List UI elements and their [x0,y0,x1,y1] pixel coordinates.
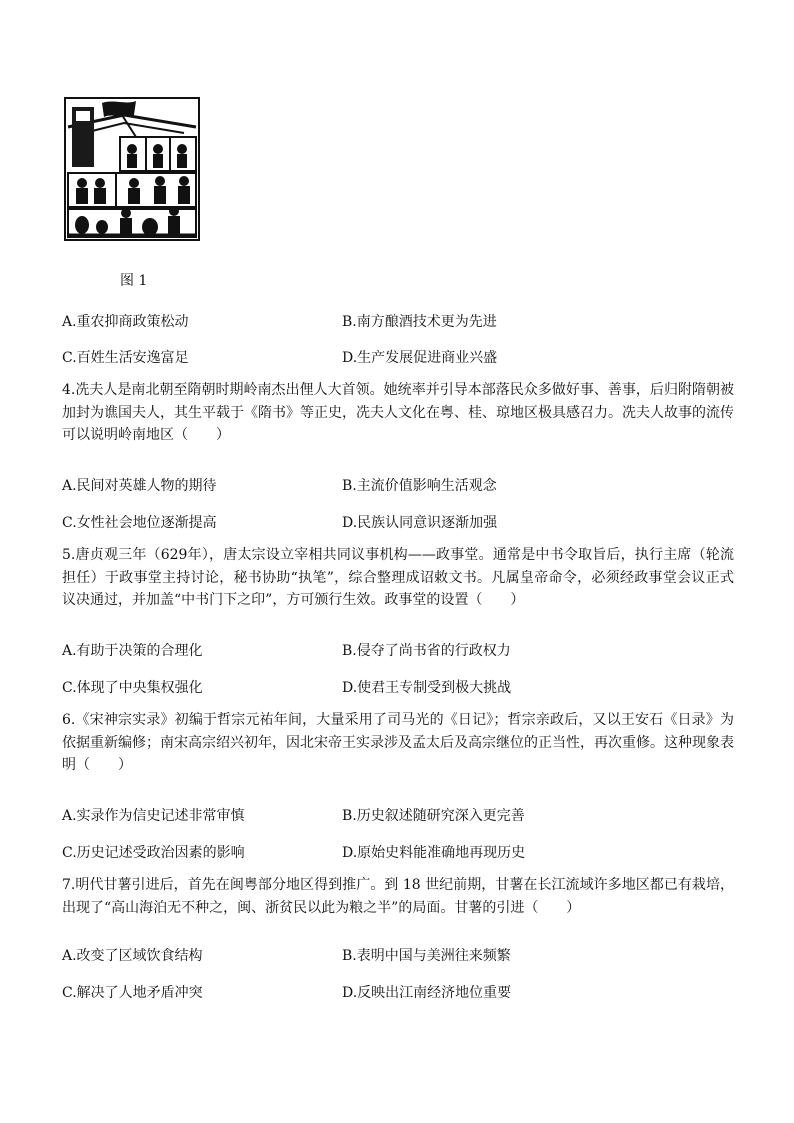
q4-options-row-2 [62,512,742,532]
q3-option-c[interactable]: C.百姓生活安逸富足 [62,350,189,366]
q3-options-row-2 [62,347,742,367]
q5-option-c[interactable]: C.体现了中央集权强化 [62,680,203,696]
q6-stem: 6.《宋神宗实录》初编于哲宗元祐年间，大量采用了司马光的《日记》；哲宗亲政后，又以王安石《日录》为依据重新编修；南宋高宗绍兴初年，因北宋帝王实录涉及孟太后及高宗继位的正当性，再次重修。这种现象表明（ ） [62,712,734,773]
q6-options-row-1 [62,805,742,825]
q3-options-row-1 [62,311,742,331]
q7-options-row-1 [62,945,742,965]
q4-stem: 4.冼夫人是南北朝至隋朝时期岭南杰出俚人大首领。她统率并引导本部落民众多做好事、善事，后归附隋朝被加封为谯国夫人，其生平载于《隋书》等正史，冼夫人文化在粤、桂、琼地区极具感召力。冼夫人故事的流传可以说明岭南地区（ ） [62,382,734,443]
q5-options-row-2 [62,677,742,697]
q4-option-c[interactable]: C.女性社会地位逐渐提高 [62,515,217,531]
q5-option-b[interactable]: B.侵夺了尚书省的行政权力 [342,643,511,659]
q5-stem: 5.唐贞观三年（629年），唐太宗设立宰相共同议事机构——政事堂。通常是中书令取旨后，执行主席（轮流担任）于政事堂主持讨论，秘书协助“执笔”，综合整理成诏敕文书。凡属皇帝命令，必须经政事堂会议正式议决通过，并加盖“中书门下之印”，方可颁行生效。政事堂的设置（ ） [62,547,734,608]
q4-option-d[interactable]: D.民族认同意识逐渐加强 [342,515,498,531]
q6-option-b[interactable]: B.历史叙述随研究深入更完善 [342,808,525,824]
q3-option-b[interactable]: B.南方酿酒技术更为先进 [342,314,497,330]
q6-options-row-2 [62,842,742,862]
figure-1-image [64,97,200,241]
q6-option-c[interactable]: C.历史记述受政治因素的影响 [62,845,245,861]
q7-stem: 7.明代甘薯引进后，首先在闽粤部分地区得到推广。到 18 世纪前期，甘薯在长江流域许多地区都已有栽培，出现了“高山海泊无不种之，闽、浙贫民以此为粮之半”的局面。甘薯的引进（ ） [62,877,734,916]
q7-options-row-2 [62,982,742,1002]
q5-options-row-1 [62,640,742,660]
q7-option-b[interactable]: B.表明中国与美洲往来频繁 [342,948,511,964]
q7-option-d[interactable]: D.反映出江南经济地位重要 [342,985,512,1001]
q3-option-a[interactable]: A.重农抑商政策松动 [62,314,189,330]
q7-option-a[interactable]: A.改变了区域饮食结构 [62,948,203,964]
q4-options-row-1 [62,475,742,495]
q7-option-c[interactable]: C.解决了人地矛盾冲突 [62,985,203,1001]
q4-option-b[interactable]: B.主流价值影响生活观念 [342,478,497,494]
q3-option-d[interactable]: D.生产发展促进商业兴盛 [342,350,498,366]
q4-option-a[interactable]: A.民间对英雄人物的期待 [62,478,217,494]
q5-option-a[interactable]: A.有助于决策的合理化 [62,643,203,659]
q6-option-a[interactable]: A.实录作为信史记述非常审慎 [62,808,245,824]
figure-caption: 图 1 [120,273,148,289]
q6-option-d[interactable]: D.原始史料能准确地再现历史 [342,845,526,861]
q5-option-d[interactable]: D.使君王专制受到极大挑战 [342,680,512,696]
